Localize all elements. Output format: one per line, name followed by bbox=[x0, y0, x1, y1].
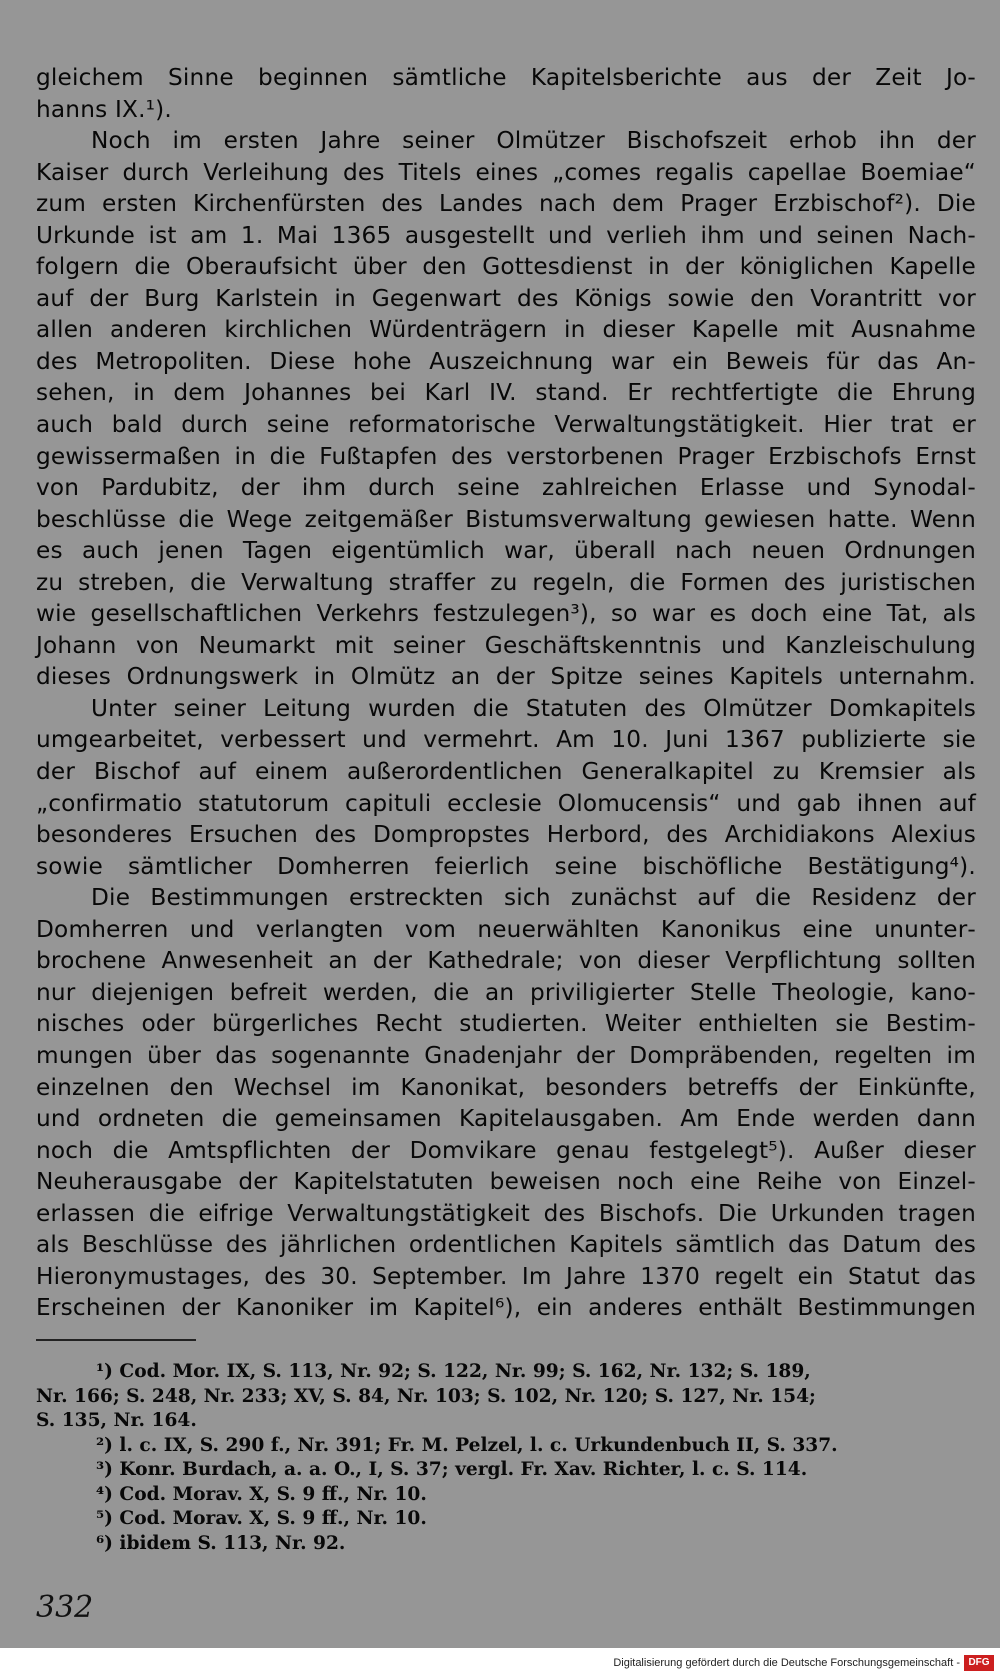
text-line: sowie sämtlicher Domherren feierlich seine bischöfliche Bestätigung⁴). bbox=[36, 852, 976, 880]
text-line: gleichem Sinne beginnen sämtliche Kapitelsberichte aus der Zeit Jo‑ bbox=[36, 64, 976, 91]
text-line: Erscheinen der Kanoniker im Kapitel⁶), ein anderes enthält Bestimmungen bbox=[36, 1294, 976, 1322]
text-line: Urkunde ist am 1. Mai 1365 ausgestellt und verlieh ihm und seinen Nach‑ bbox=[36, 221, 976, 249]
footnote-line: ³) Konr. Burdach, a. a. O., I, S. 37; vergl. Fr. Xav. Richter, l. c. S. 114. bbox=[96, 1459, 808, 1480]
text-line: zu streben, die Verwaltung straffer zu regeln, die Formen des juristischen bbox=[36, 568, 976, 596]
text-line: erlassen die eifrige Verwaltungstätigkeit des Bischofs. Die Urkunden tragen bbox=[36, 1199, 976, 1227]
text-line: auf der Burg Karlstein in Gegenwart des Königs sowie den Vorantritt vor bbox=[36, 284, 976, 312]
text-line: Neuherausgabe der Kapitelstatuten beweisen noch eine Reihe von Einzel‑ bbox=[36, 1168, 976, 1196]
text-line: von Pardubitz, der ihm durch seine zahlreichen Erlasse und Synodal‑ bbox=[36, 474, 976, 502]
footnote-line: ²) l. c. IX, S. 290 f., Nr. 391; Fr. M. Pelzel, l. c. Urkundenbuch II, S. 337. bbox=[96, 1434, 838, 1456]
text-line: nur diejenigen befreit werden, die an priviligierter Stelle Theologie, kano‑ bbox=[36, 978, 976, 1006]
body-text bbox=[36, 62, 976, 1324]
text-line: und ordneten die gemeinsamen Kapitelausgaben. Am Ende werden dann bbox=[36, 1105, 976, 1133]
footnote-divider bbox=[36, 1339, 196, 1341]
text-line: Johann von Neumarkt mit seiner Geschäftskenntnis und Kanzleischulung bbox=[36, 631, 976, 659]
text-line: brochene Anwesenheit an der Kathedrale; von dieser Verpflichtung sollten bbox=[36, 947, 976, 975]
text-line: wie gesellschaftlichen Verkehrs festzulegen³), so war es doch eine Tat, als bbox=[36, 600, 976, 628]
text-line: des Metropoliten. Diese hohe Auszeichnung war ein Beweis für das An‑ bbox=[36, 347, 976, 375]
text-line: „confirmatio statutorum capituli ecclesie Olomucensis“ und gab ihnen auf bbox=[36, 789, 976, 817]
text-line: einzelnen den Wechsel im Kanonikat, besonders betreffs der Einkünfte, bbox=[36, 1073, 976, 1101]
text-line: folgern die Oberaufsicht über den Gottesdienst in der königlichen Kapelle bbox=[36, 253, 976, 281]
footnote-line: ⁵) Cod. Morav. X, S. 9 ff., Nr. 10. bbox=[96, 1508, 427, 1529]
digitization-credit: Digitalisierung gefördert durch die Deutsche Forschungsgemeinschaft - bbox=[613, 1657, 960, 1669]
text-line: sehen, in dem Johannes bei Karl IV. stand. Er rechtfertigte die Ehrung bbox=[36, 379, 976, 407]
text-line: als Beschlüsse des jährlichen ordentlichen Kapitels sämtlich das Datum des bbox=[36, 1231, 976, 1259]
text-line: Kaiser durch Verleihung des Titels eines „comes regalis capellae Boemiae“ bbox=[36, 158, 976, 186]
text-line: dieses Ordnungswerk in Olmütz an der Spitze seines Kapitels unternahm. bbox=[36, 663, 976, 691]
text-line: gewissermaßen in die Fußtapfen des verstorbenen Prager Erzbischofs Ernst bbox=[36, 442, 976, 470]
footnote-line: ⁶) ibidem S. 113, Nr. 92. bbox=[96, 1532, 346, 1554]
text-line: Domherren und verlangten vom neuerwählten Kanonikus eine ununter‑ bbox=[36, 915, 976, 943]
footnote-line: ¹) Cod. Mor. IX, S. 113, Nr. 92; S. 122, Nr. 99; S. 162, Nr. 132; S. 189, bbox=[96, 1361, 811, 1382]
page-number: 332 bbox=[36, 1590, 94, 1625]
footnotes bbox=[36, 1360, 976, 1556]
text-line: der Bischof auf einem außerordentlichen Generalkapitel zu Kremsier als bbox=[36, 758, 976, 786]
footnote-line: ⁴) Cod. Morav. X, S. 9 ff., Nr. 10. bbox=[96, 1483, 427, 1505]
text-line: besonderes Ersuchen des Dompropstes Herbord, des Archidiakons Alexius bbox=[36, 821, 976, 849]
text-line: Noch im ersten Jahre seiner Olmützer Bischofszeit erhob ihn der bbox=[91, 127, 976, 155]
text-line: auch bald durch seine reformatorische Verwaltungstätigkeit. Hier trat er bbox=[36, 411, 976, 439]
text-line: mungen über das sogenannte Gnadenjahr der Dompräbenden, regelten im bbox=[36, 1041, 976, 1069]
text-line: Hieronymustages, des 30. September. Im Jahre 1370 regelt ein Statut das bbox=[36, 1262, 976, 1290]
dfg-logo: DFG bbox=[964, 1655, 994, 1671]
text-line: nisches oder bürgerliches Recht studierten. Weiter enthielten sie Bestim‑ bbox=[36, 1010, 976, 1038]
text-line: beschlüsse die Wege zeitgemäßer Bistumsverwaltung gewiesen hatte. Wenn bbox=[36, 505, 976, 533]
text-line: allen anderen kirchlichen Würdenträgern in dieser Kapelle mit Ausnahme bbox=[36, 316, 976, 344]
text-line: hanns IX.¹). bbox=[36, 95, 172, 123]
text-line: Die Bestimmungen erstreckten sich zunächst auf die Residenz der bbox=[91, 884, 976, 912]
text-line: Unter seiner Leitung wurden die Statuten des Olmützer Domkapitels bbox=[91, 694, 976, 722]
text-line: umgearbeitet, verbessert und vermehrt. Am 10. Juni 1367 publizierte sie bbox=[36, 726, 976, 754]
text-line: es auch jenen Tagen eigentümlich war, überall nach neuen Ordnungen bbox=[36, 537, 976, 565]
footnote-line: S. 135, Nr. 164. bbox=[36, 1410, 197, 1431]
text-line: noch die Amtspflichten der Domvikare genau festgelegt⁵). Außer dieser bbox=[36, 1136, 976, 1164]
text-line: zum ersten Kirchenfürsten des Landes nach dem Prager Erzbischof²). Die bbox=[36, 190, 976, 218]
footnote-line: Nr. 166; S. 248, Nr. 233; XV, S. 84, Nr. 103; S. 102, Nr. 120; S. 127, Nr. 154; bbox=[36, 1385, 816, 1407]
